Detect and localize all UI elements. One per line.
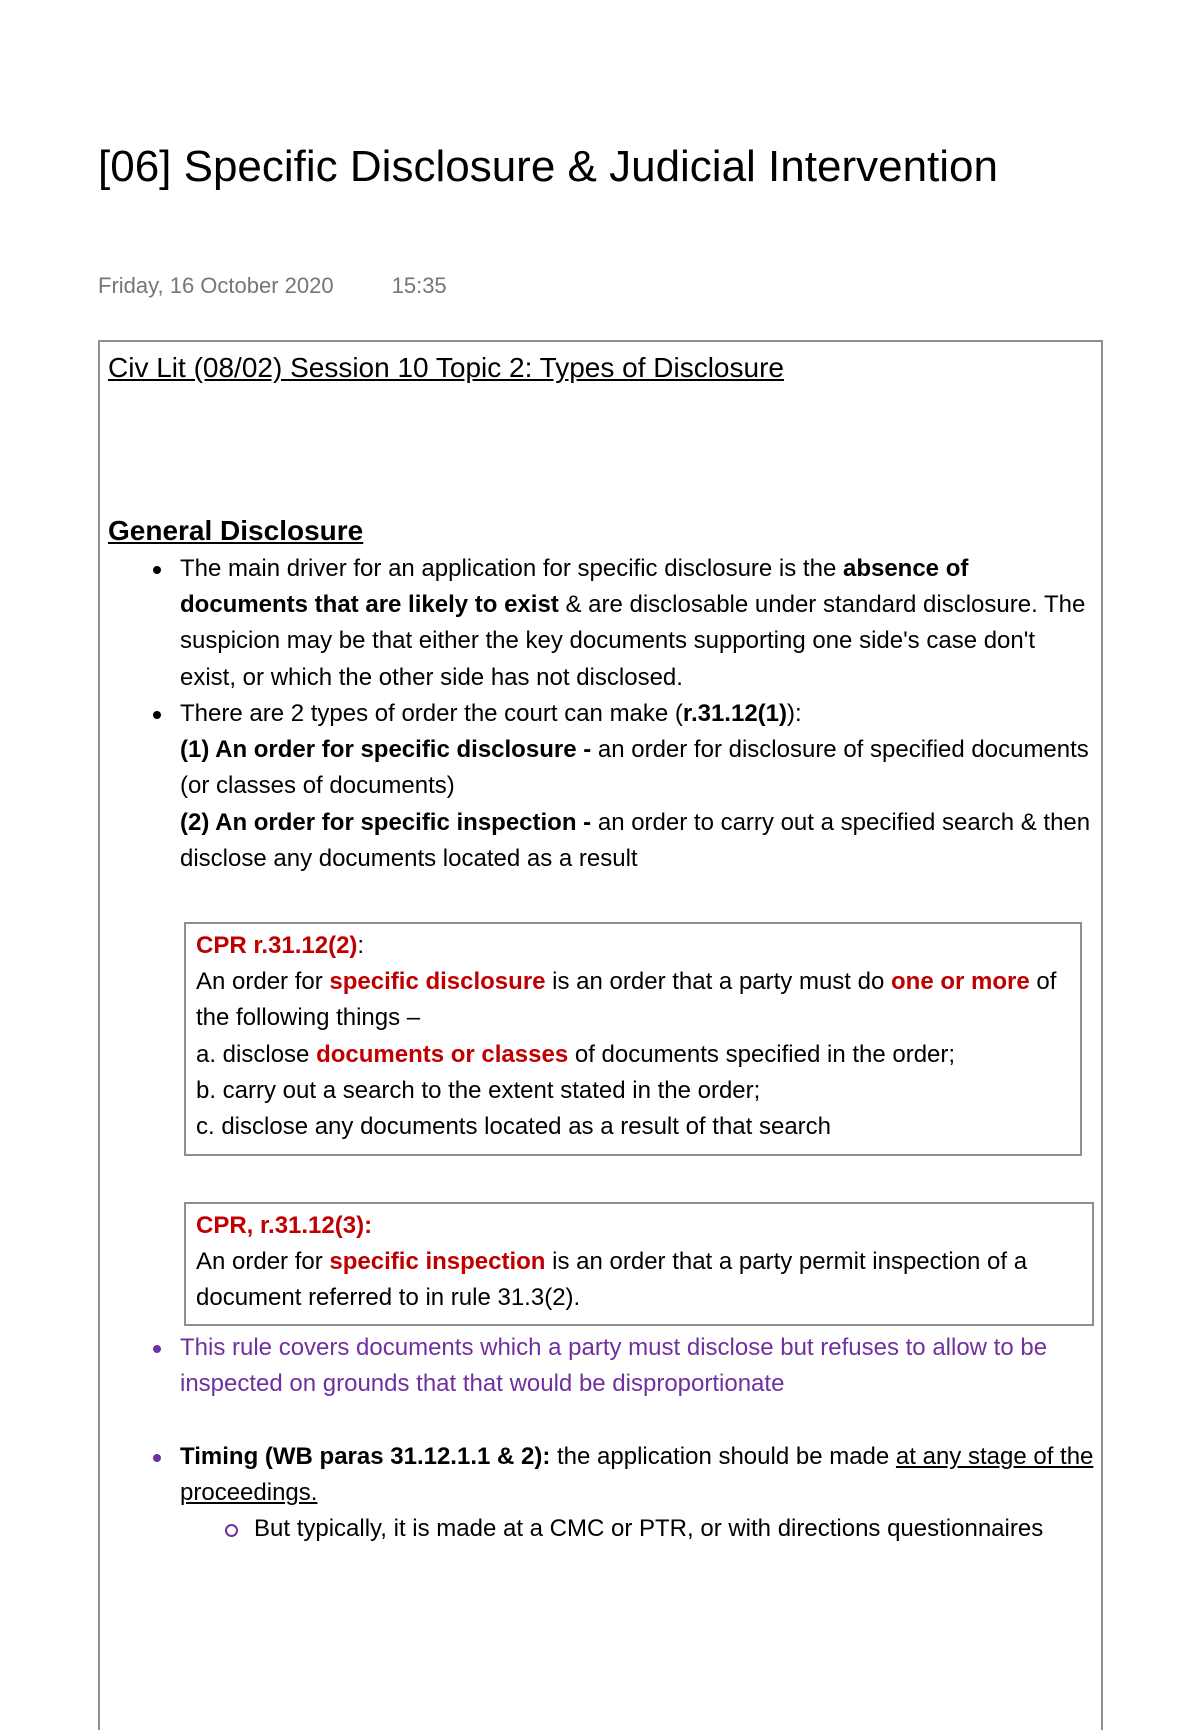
bullet-dot-icon [153,1345,161,1353]
bullet-dot-icon [153,1454,161,1462]
session-heading: Civ Lit (08/02) Session 10 Topic 2: Types of Disclosure [108,352,784,383]
order-type-2-label: (2) An order for specific inspection - [180,808,592,836]
hollow-circle-icon [225,1524,238,1537]
list-item: This rule covers documents which a party must disclose but refuses to allow to be inspected on grounds that that would be disproportionate [180,1330,1095,1402]
box-heading: CPR, r.31.12(3): [196,1212,373,1239]
list-item: There are 2 types of order the court can make (r.31.12(1)): (1) An order for specific disclosure - an order for disclosure of specified documents (or classes of documents) (2) An order for specific inspection - an order to carry out a specified search & then disclose any documents located as a result [180,696,1095,877]
cpr-31-12-3-box: CPR, r.31.12(3): An order for specific inspection is an order that a party permit inspection of a document referred to in rule 31.3(2). [184,1202,1094,1326]
section-heading: General Disclosure [108,515,364,546]
bullet-dot-icon [153,566,161,574]
page-title: [06] Specific Disclosure & Judicial Intervention [98,142,998,191]
note-time: 15:35 [391,273,447,298]
bullet-dot-icon [153,711,161,719]
order-type-1-label: (1) An order for specific disclosure - [180,736,592,764]
note-timestamp [98,273,447,299]
sub-list-item: But typically, it is made at a CMC or PTR, or with directions questionnaires [254,1511,1094,1547]
timing-label: Timing (WB paras 31.12.1.1 & 2): [180,1443,551,1470]
emphasis: absence of documents that are likely to exist [180,555,969,619]
cpr-31-12-2-box: CPR r.31.12(2): An order for specific disclosure is an order that a party must do one or more of the following things – a. disclose documents or classes of documents specified in the order; b. carry out a search to the extent stated in the order; c. disclose any documents located as a result of that search [184,922,1082,1156]
list-item: Timing (WB paras 31.12.1.1 & 2): the application should be made at any stage of the proceedings. [180,1439,1095,1511]
list-item: The main driver for an application for specific disclosure is the absence of documents that are likely to exist & are disclosable under standard disclosure. The suspicion may be that either the key documents supporting one side's case don't exist, or which the other side has not disclosed. [180,551,1095,696]
note-date: Friday, 16 October 2020 [98,273,334,298]
box-heading: CPR r.31.12(2) [196,932,358,959]
